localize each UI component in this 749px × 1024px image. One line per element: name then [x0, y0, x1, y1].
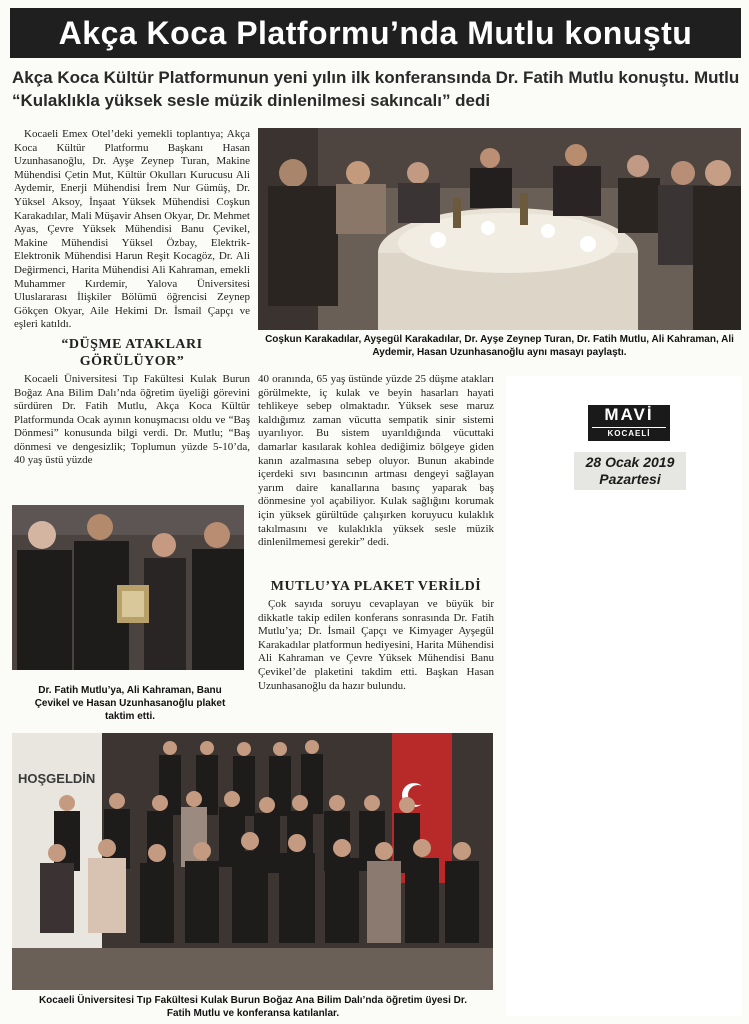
photo1-caption: Coşkun Karakadılar, Ayşegül Karakadılar, Dr. Ayşe Zeynep Turan, Dr. Fatih Mutlu, Ali Kahraman, Ali Aydemir, Hasan Uzunhasanoğlu aynı masayı paylaştı.: [265, 334, 734, 358]
weekday-text: Pazartesi: [599, 471, 661, 487]
section2-heading: MUTLU’YA PLAKET VERİLDİ: [270, 579, 482, 594]
dinner-table-image: [258, 128, 741, 330]
intro-paragraph: Kocaeli Emex Otel’deki yemekli toplantıya; Akça Koca Kültür Platformu Başkanı Hasan Uzunhasanoğlu, Dr. Ayşe Zeynep Turan, Makine Mühendisi Çetin Mut, Kültür Okulları Kurucusu Ali Aydemir, Enerji Mühendisi İrem Nur Gümüş, Dr. Yüksel Aksoy, İnşaat Yüksek Mühendisi Coşkun Karakadılar, Mali Müşavir Ahsen Okyar, Dr. Mehmet Ayas, Çevre Yüksek Mühendisi Banu Çevikel, Makine Mühendisi Yüksel Özbay, Elektrik-Elektronik Mühendisi Harun Reşit Kocagöz, Dr. Ali Değirmenci, Harita Mühendisi Ali Kahraman, emekli Muhammer Kırdemir, Yalova Üniversitesi Uluslararası İlişkiler Bölümü öğrencisi Zeynep Gökçen Okyar, Aile Hekimi Dr. İsmail Çapçı ve eşleri katıldı.: [14, 128, 250, 331]
subheadline: Akça Koca Kültür Platformunun yeni yılın ilk konferansında Dr. Fatih Mutlu konuştu. Mutlu “Kulaklıkla yüksek sesle müzik dinlenilmesi sakıncalı” dedi: [12, 68, 740, 110]
date-text: 28 Ocak 2019: [585, 454, 675, 470]
photo-group: [12, 733, 493, 990]
photo-dinner-table: [258, 128, 741, 330]
section1-heading: “DÜŞME ATAKLARI GÖRÜLÜYOR”: [61, 336, 203, 369]
article-column-right-section2: [258, 579, 494, 693]
section1-continued: 40 oranında, 65 yaş üstünde yüzde 25 düşme atakları görülmekte, iç kulak ve beyin hasarları hayati tehlikeye sebep olmaktadır. Yüksek sese maruz kaldığımız zaman vücutta sempatik sinir sistemi uyarılıyor. Bu sistem uyarıldığında vücuttaki damarlar kasılarak kohlea dediğimiz bölgeye giden kanın azalmasına sebep oluyor. Bunun akabinde içerdeki sıvı basıncının artması dengeyi sağlayan yarım daire kanallarına basınç yaparak baş dönmesine yol açabiliyor. Kulak sağlığını korumak için yüksek gürültüde çalışırken koruyucu kulaklık takılmasını ve kulaklıkla yüksek sesle müzik dinlenilmemesi gerekir” dedi.: [258, 373, 494, 549]
article-column-left: [14, 128, 250, 468]
article-column-right: [258, 373, 494, 550]
section2-paragraph: Çok sayıda soruyu cevaplayan ve büyük bir dikkatle takip edilen konferans sonrasında Dr. Fatih Mutlu’ya; Dr. İsmail Çapçı ve Kimyager Ayşegül Karakadılar platformun hediyesini, Harita Mühendisi Ali Kahraman ve Çevre Yüksek Mühendisi Banu Çevikel’de plaketini takdim etti. Başkan Hasan Uzunhasanoğlu da hazır bulundu.: [258, 598, 494, 692]
photo2-caption: Dr. Fatih Mutlu’ya, Ali Kahraman, Banu Çevikel ve Hasan Uzunhasanoğlu plaket taktim etti.: [34, 685, 226, 722]
date-box: [574, 452, 686, 490]
photo3-caption: Kocaeli Üniversitesi Tıp Fakültesi Kulak Burun Boğaz Ana Bilim Dalı’nda öğretim üyesi Dr. Fatih Mutlu ve konferansa katılanlar.: [38, 995, 468, 1019]
welcome-sign: HOŞGELDİN: [18, 771, 96, 786]
logo-line2: KOCAELİ: [592, 427, 666, 439]
logo-line1: MAVİ: [604, 405, 654, 424]
photo-plaque-ceremony: [12, 505, 244, 670]
section1-paragraph: Kocaeli Üniversitesi Tıp Fakültesi Kulak Burun Boğaz Ana Bilim Dalı’nda öğretim üyeliği görevini sürdüren Dr. Fatih Mutlu, Akça Koca Kültür Platformunda Ocak ayının konuşmacısı oldu ve “Baş Dönmesi” konusunda bilgi verdi. Dr. Mutlu; “Baş dönmesi ve dengesizlik; Toplumun yüzde 5-10’da, 40 yaş üstü yüzde: [14, 372, 250, 467]
group-image: [12, 733, 493, 990]
newspaper-logo: [588, 405, 670, 441]
plaque-image: [12, 505, 244, 670]
headline: Akça Koca Platformu’nda Mutlu konuştu: [58, 15, 693, 51]
headline-banner: [10, 8, 741, 58]
